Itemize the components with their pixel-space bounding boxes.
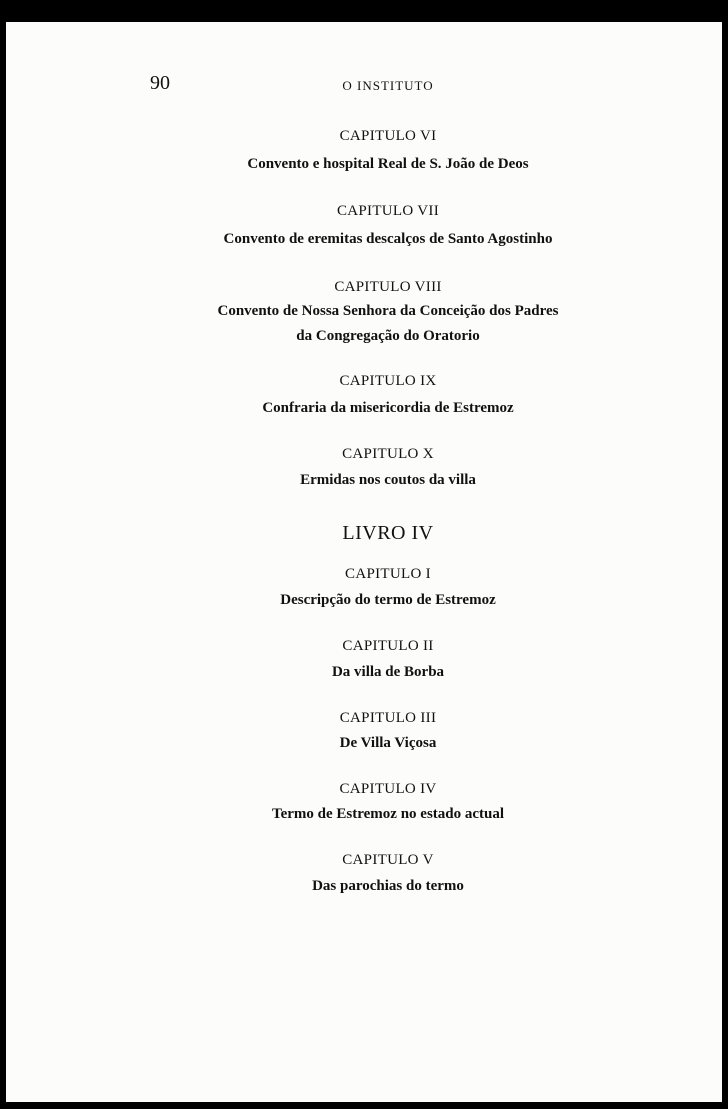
- chapter-title: Ermidas nos coutos da villa: [300, 472, 476, 488]
- chapter-heading: CAPITULO II: [342, 638, 434, 654]
- chapter-title: Convento de eremitas descalços de Santo Agostinho: [223, 231, 553, 247]
- chapter-title: Convento de Nossa Senhora da Conceição dos Padres: [217, 303, 559, 319]
- chapter-heading: CAPITULO V: [342, 852, 434, 868]
- chapter-title: De Villa Viçosa: [339, 735, 437, 751]
- chapter-title: Termo de Estremoz no estado actual: [271, 806, 505, 822]
- chapter-title: Confraria da misericordia de Estremoz: [262, 400, 514, 416]
- chapter-heading: CAPITULO III: [339, 710, 437, 726]
- chapter-heading: CAPITULO IV: [339, 781, 437, 797]
- chapter-heading: CAPITULO I: [345, 566, 431, 582]
- page-number: 90: [150, 72, 170, 94]
- chapter-title: Das parochias do termo: [312, 878, 464, 894]
- chapter-heading: CAPITULO IX: [339, 373, 437, 389]
- chapter-title: Descripção do termo de Estremoz: [280, 592, 496, 608]
- book-page: [6, 22, 722, 1102]
- chapter-title-continued: da Congregação do Oratorio: [296, 328, 480, 344]
- running-head: O INSTITUTO: [342, 78, 434, 93]
- chapter-title: Da villa de Borba: [331, 664, 445, 680]
- chapter-heading: CAPITULO X: [342, 446, 434, 462]
- chapter-title: Convento e hospital Real de S. João de Deos: [247, 156, 529, 172]
- chapter-heading: CAPITULO VII: [336, 203, 440, 219]
- chapter-heading: CAPITULO VIII: [334, 279, 442, 295]
- book-heading: LIVRO IV: [342, 522, 434, 544]
- chapter-heading: CAPITULO VI: [339, 128, 437, 144]
